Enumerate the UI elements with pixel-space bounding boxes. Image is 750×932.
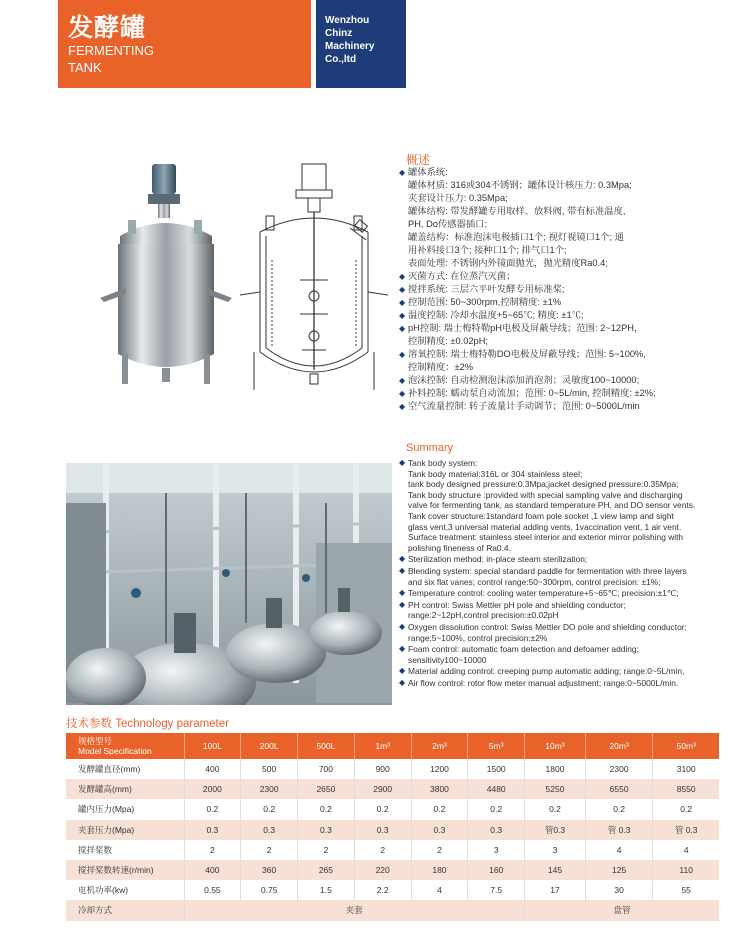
table-cell: 0.3: [241, 820, 298, 840]
parameter-table: [66, 733, 719, 921]
bullet-icon: ◆: [399, 565, 406, 575]
table-cell: 0.2: [184, 799, 241, 819]
column-header: 2m³: [411, 733, 468, 759]
column-header: 5m³: [468, 733, 525, 759]
table-row: [66, 820, 719, 840]
list-item-line: 补料控制: 蠕动泵自动流加；范围: 0~5L/min, 控制精度: ±2%;: [408, 388, 656, 398]
table-cell: 0.2: [468, 799, 525, 819]
list-item-line: 表面处理: 不锈钢内外镜面抛光，抛光精度Ra0.4;: [408, 258, 608, 268]
table-cell: 0.3: [354, 820, 411, 840]
list-item-line: Surface treatment: stainless steel interior and exterior mirror polishing with: [408, 532, 684, 543]
list-item-line: 用补料接口3个; 接种口1个; 排气口1个;: [408, 245, 567, 255]
list-item-line: Air flow control: rotor flow meter manual adjustment; range:0~5000L/min.: [408, 677, 679, 688]
list-item-line: Tank body structure :provided with special sampling valve and discharging: [408, 489, 683, 500]
bullet-icon: ◆: [399, 458, 406, 467]
table-cell: 4: [585, 840, 653, 860]
table-cell: 1.5: [298, 880, 355, 900]
list-item: [399, 322, 734, 348]
table-cell: 110: [653, 860, 719, 880]
list-item: [399, 588, 729, 599]
bullet-icon: ◆: [399, 350, 406, 359]
column-header: 500L: [298, 733, 355, 759]
table-cell: 125: [585, 860, 653, 880]
list-item-line: Blending system: special standard paddle for fermentation with three layers: [408, 565, 687, 576]
column-header: 10m³: [525, 733, 586, 759]
bullet-icon: ◆: [399, 588, 406, 598]
list-item: [399, 270, 734, 283]
table-cell: 8550: [653, 779, 719, 799]
table-cell: 55: [653, 880, 719, 900]
list-item: [399, 309, 734, 322]
table-cell: 265: [298, 860, 355, 880]
row-label: 发酵罐直径(mm): [66, 759, 184, 779]
list-item-line: range:2~12pH,control precision:±0.02pH: [408, 610, 559, 621]
list-item-line: 罐体结构: 带发酵罐专用取样、放料阀, 带有标准温度,: [408, 206, 626, 216]
table-cell: 2: [411, 840, 468, 860]
table-cell: 2: [241, 840, 298, 860]
table-cell: 5250: [525, 779, 586, 799]
table-cell: 17: [525, 880, 586, 900]
table-cell: 0.3: [298, 820, 355, 840]
table-cell: 0.2: [585, 799, 653, 819]
list-item: [399, 374, 734, 387]
bullet-icon: ◆: [399, 298, 406, 307]
table-cell: 220: [354, 860, 411, 880]
list-item-line: Tank body material:316L or 304 stainless steel;: [408, 468, 583, 479]
table-cell: 7.5: [468, 880, 525, 900]
list-item-line: 控制范围: 50~300rpm,控制精度: ±1%: [408, 297, 562, 307]
table-row: [66, 759, 719, 779]
column-header: 200L: [241, 733, 298, 759]
bullet-icon: ◆: [399, 376, 406, 385]
table-row: [66, 900, 719, 920]
list-item-line: Tank body system:: [408, 458, 478, 468]
table-cell: 2650: [298, 779, 355, 799]
row-label: 罐内压力(Mpa): [66, 799, 184, 819]
list-item: [399, 296, 734, 309]
list-item-line: Sterilization method: in-place steam sterilization;: [408, 554, 588, 565]
list-item: [399, 678, 729, 689]
table-title: 技术参数 Technology parameter: [66, 718, 229, 730]
tank-photo: [100, 158, 232, 390]
bullet-icon: ◆: [399, 644, 406, 654]
table-cell: 0.2: [241, 799, 298, 819]
table-cell: 0.55: [184, 880, 241, 900]
table-cell: 0.2: [298, 799, 355, 819]
table-cell: 0.2: [653, 799, 719, 819]
table-cell: 160: [468, 860, 525, 880]
row-label: 夹套压力(Mpa): [66, 820, 184, 840]
table-cell: 1500: [468, 759, 525, 779]
list-item-line: polishing fineness of Ra0.4.: [408, 542, 511, 553]
table-cell: 0.3: [468, 820, 525, 840]
table-cell: 4: [411, 880, 468, 900]
table-cell: 0.2: [411, 799, 468, 819]
table-cell: 1800: [525, 759, 586, 779]
table-row: [66, 779, 719, 799]
column-header: 1m³: [354, 733, 411, 759]
list-item: [399, 283, 734, 296]
table-cell: 管0.3: [525, 820, 586, 840]
list-item: [399, 622, 729, 643]
list-item: [399, 666, 729, 677]
table-row: [66, 840, 719, 860]
bullet-icon: ◆: [399, 389, 406, 398]
summary-title: Summary: [406, 442, 454, 454]
list-item-line: PH, Do传感器插口;: [408, 219, 488, 229]
table-cell: 2300: [241, 779, 298, 799]
table-cell: 2: [354, 840, 411, 860]
page-title-en: FERMENTING TANK: [68, 43, 154, 75]
table-cell: 3: [468, 840, 525, 860]
list-item-line: 控制精度: ±0.02pH;: [408, 336, 489, 346]
table-cell: 2: [298, 840, 355, 860]
overview-list: [399, 166, 734, 413]
list-item-line: Temperature control: cooling water temperature+5~65℃; precision:±1℃;: [408, 588, 679, 599]
list-item-line: Foam control: automatic foam detection and defoamer adding;: [408, 644, 639, 655]
row-label: 冷却方式: [66, 900, 184, 920]
bullet-icon: ◆: [399, 599, 406, 609]
list-item-line: 控制精度：±2%: [408, 362, 474, 372]
table-cell: 180: [411, 860, 468, 880]
list-item-line: glass vent,3 universal material adding vents, 1vaccination vent, 1 air vent.: [408, 521, 682, 532]
bullet-icon: ◆: [399, 666, 406, 676]
list-item-line: 温度控制: 冷却水温度+5~65℃; 精度: ±1℃;: [408, 310, 584, 320]
table-cell: 700: [298, 759, 355, 779]
list-item-line: 搅拌系统: 三层六平叶发酵专用标准桨;: [408, 284, 565, 294]
cooling-jacket-cell: 夹套: [184, 900, 525, 920]
table-cell: 0.2: [354, 799, 411, 819]
overview-title: 概述: [406, 153, 431, 167]
list-item: [399, 554, 729, 565]
table-cell: 0.2: [525, 799, 586, 819]
table-cell: 管 0.3: [653, 820, 719, 840]
column-header: 20m³: [585, 733, 653, 759]
table-cell: 30: [585, 880, 653, 900]
list-item: [399, 348, 734, 374]
list-item-line: 罐盖结构：标准泡沫电极插口1个; 视灯视镜口1个; 通: [408, 232, 624, 242]
list-item-line: 灭菌方式: 在位蒸汽灭菌；: [408, 271, 516, 281]
company-logo-block: [316, 0, 406, 88]
row-label: 搅拌桨数转速(r/min): [66, 860, 184, 880]
list-item-line: 空气流量控制: 转子流量计手动调节；范围: 0~5000L/min: [408, 401, 640, 411]
bullet-icon: ◆: [399, 554, 406, 564]
row-label: 搅拌桨数: [66, 840, 184, 860]
table-cell: 2900: [354, 779, 411, 799]
company-name: Wenzhou Chinz Machinery Co.,ltd: [325, 15, 375, 65]
bullet-icon: ◆: [399, 324, 406, 333]
table-cell: 1200: [411, 759, 468, 779]
table-cell: 2.2: [354, 880, 411, 900]
title-banner: [58, 0, 311, 88]
table-cell: 管 0.3: [585, 820, 653, 840]
list-item-line: 罐体材质: 316或304不锈钢；罐体设计核压力: 0.3Mpa;: [408, 180, 632, 190]
list-item: [399, 166, 734, 270]
table-cell: 4480: [468, 779, 525, 799]
bullet-icon: ◆: [399, 168, 406, 177]
row-label: 发酵罐高(mm): [66, 779, 184, 799]
bullet-icon: ◆: [399, 311, 406, 320]
table-row: [66, 880, 719, 900]
list-item-line: tank body designed pressure:0.3Mpa;jacket designed pressure:0.35Mpa;: [408, 479, 679, 490]
list-item-line: 罐体系统:: [408, 167, 448, 177]
table-cell: 2000: [184, 779, 241, 799]
table-cell: 2: [184, 840, 241, 860]
table-cell: 360: [241, 860, 298, 880]
list-item-line: 溶氧控制: 瑞士梅特勒DO电极及屏蔽导线；范围: 5~100%,: [408, 349, 646, 359]
spec-header: 规格型号 Model Specification: [66, 733, 184, 759]
list-item-line: Oxygen dissolution control: Swiss Mettler DO pole and shielding conductor;: [408, 621, 687, 632]
list-item-line: range:5~100%, control precision:±2%: [408, 632, 548, 643]
list-item-line: valve for fermenting tank, as standard temperature PH, and DO sensor vents.: [408, 500, 696, 511]
list-item: [399, 387, 734, 400]
cooling-coil-cell: 盘管: [525, 900, 719, 920]
table-cell: 400: [184, 860, 241, 880]
bullet-icon: ◆: [399, 285, 406, 294]
tank-drawing: [240, 160, 388, 392]
table-cell: 6550: [585, 779, 653, 799]
table-row: [66, 799, 719, 819]
list-item-line: PH control: Swiss Mettler pH pole and shielding conductor;: [408, 599, 626, 610]
row-label: 电机功率(kw): [66, 880, 184, 900]
table-cell: 0.3: [411, 820, 468, 840]
table-cell: 0.75: [241, 880, 298, 900]
list-item: [399, 400, 734, 413]
column-header: 100L: [184, 733, 241, 759]
list-item-line: pH控制: 瑞士梅特勒pH电极及屏蔽导线；范围: 2~12PH，: [408, 323, 644, 333]
bullet-icon: ◆: [399, 402, 406, 411]
list-item: [399, 458, 729, 553]
bullet-icon: ◆: [399, 621, 406, 631]
list-item: [399, 566, 729, 587]
list-item-line: Material adding control: creeping pump automatic adding; range:0~5L/min,: [408, 666, 685, 677]
table-cell: 2300: [585, 759, 653, 779]
page-title-cn: 发酵罐: [68, 13, 147, 42]
list-item-line: 夹套设计压力: 0.35Mpa;: [408, 193, 508, 203]
list-item-line: 泡沫控制: 自动检测泡沫添加消泡剂；灵敏度100~10000;: [408, 375, 640, 385]
column-header: 50m³: [653, 733, 719, 759]
list-item: [399, 644, 729, 665]
table-cell: 3100: [653, 759, 719, 779]
list-item-line: and six flat vanes; control range:50~300rpm, control precision: ±1%;: [408, 576, 661, 587]
table-cell: 145: [525, 860, 586, 880]
table-cell: 0.3: [184, 820, 241, 840]
table-row: [66, 860, 719, 880]
list-item: [399, 600, 729, 621]
table-cell: 400: [184, 759, 241, 779]
list-item-line: Tank cover structure:1standard foam pole socket ,1 view lamp and sight: [408, 510, 674, 521]
list-item-line: sensitivity100~10000: [408, 654, 487, 665]
bullet-icon: ◆: [399, 677, 406, 687]
table-cell: 3800: [411, 779, 468, 799]
table-cell: 500: [241, 759, 298, 779]
summary-list: [399, 458, 729, 689]
table-cell: 3: [525, 840, 586, 860]
table-cell: 900: [354, 759, 411, 779]
factory-photo: [66, 463, 392, 705]
table-cell: 4: [653, 840, 719, 860]
bullet-icon: ◆: [399, 272, 406, 281]
